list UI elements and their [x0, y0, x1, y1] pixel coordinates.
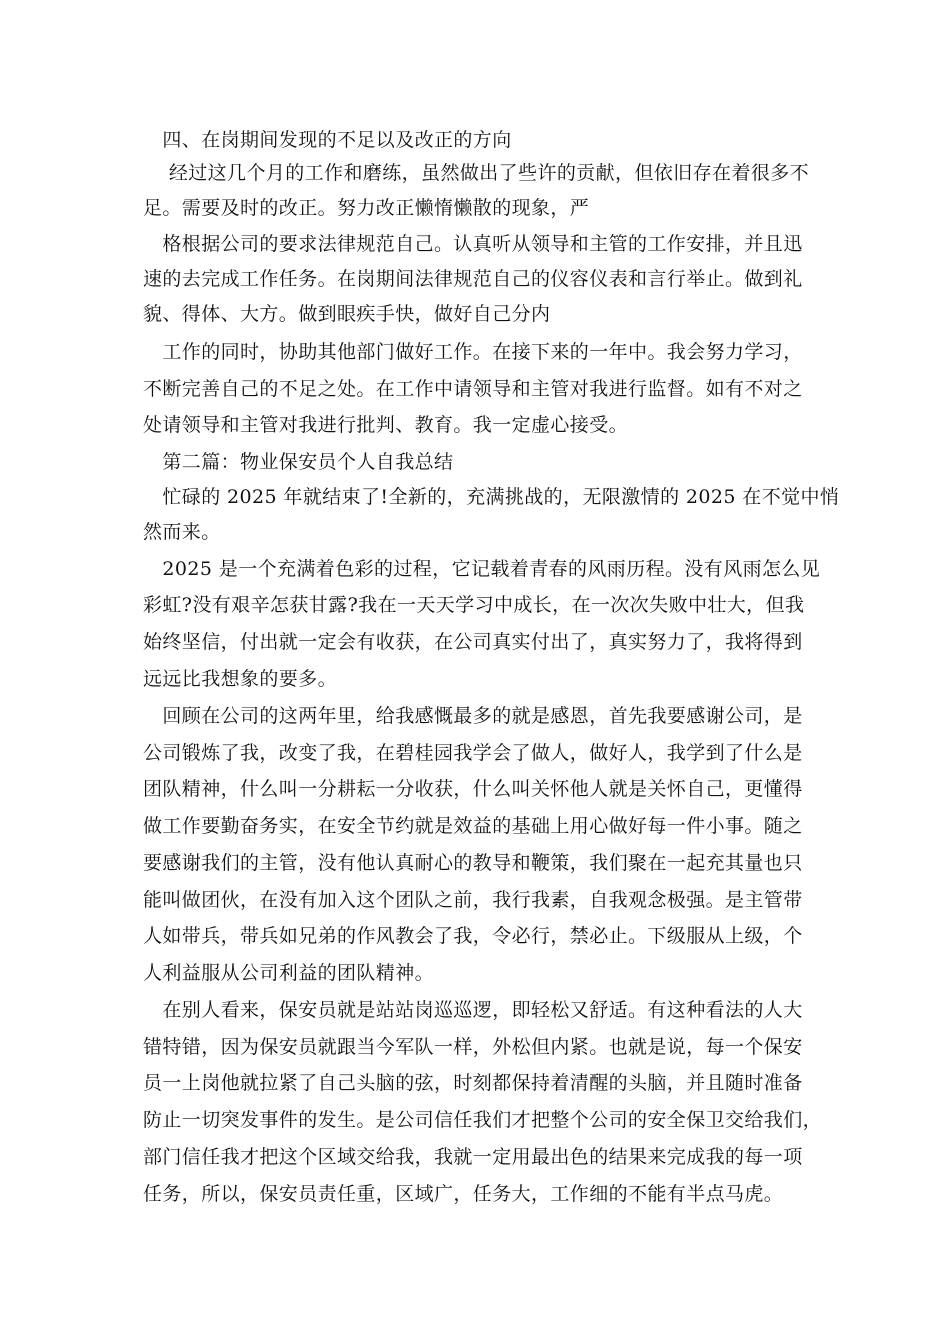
paragraph-line: 人如带兵，带兵如兄弟的作风教会了我，令必行，禁必止。下级服从上级，个: [143, 925, 803, 947]
paragraph-line: 部门信任我才把这个区域交给我，我就一定用最出色的结果来完成我的每一项: [143, 1146, 803, 1168]
section-heading: 第二篇：物业保安员个人自我总结: [143, 451, 454, 473]
paragraph-line: 处请领导和主管对我进行批判、教育。我一定虚心接受。: [143, 414, 629, 436]
paragraph-line: 工作的同时，协助其他部门做好工作。在接下来的一年中。我会努力学习，: [143, 341, 803, 363]
paragraph-line: 远远比我想象的要多。: [143, 668, 338, 690]
paragraph-line: 公司锻炼了我，改变了我，在碧桂园我学会了做人，做好人，我学到了什么是: [143, 742, 803, 764]
paragraph-line: 然而来。: [143, 521, 221, 543]
paragraph-line: 在别人看来，保安员就是站站岗巡巡逻，即轻松又舒适。有这种看法的人大: [143, 999, 803, 1021]
paragraph-line: 能叫做团伙，在没有加入这个团队之前，我行我素，自我观念极强。是主管带: [143, 889, 803, 911]
paragraph-line: 速的去完成工作任务。在岗期间法律规范自己的仪容仪表和言行举止。做到礼: [143, 268, 803, 290]
paragraph-line: 做工作要勤奋务实，在安全节约就是效益的基础上用心做好每一件小事。随之: [143, 815, 803, 837]
paragraph-line: 2025 是一个充满着色彩的过程，它记载着青春的风雨历程。没有风雨怎么见: [143, 558, 821, 580]
paragraph-line: 要感谢我们的主管，没有他认真耐心的教导和鞭策，我们聚在一起充其量也只: [143, 852, 803, 874]
paragraph-line: 格根据公司的要求法律规范自己。认真听从领导和主管的工作安排，并且迅: [143, 233, 803, 255]
paragraph-line: 人利益服从公司利益的团队精神。: [143, 962, 435, 984]
paragraph-line: 错特错，因为保安员就跟当今军队一样，外松但内紧。也就是说，每一个保安: [143, 1036, 803, 1058]
paragraph-line: 彩虹?没有艰辛怎获甘露?我在一天天学习中成长，在一次次失败中壮大，但我: [143, 594, 805, 616]
paragraph-line: 不断完善自己的不足之处。在工作中请领导和主管对我进行监督。如有不对之: [143, 378, 803, 400]
section-heading: 四、在岗期间发现的不足以及改正的方向: [143, 129, 512, 151]
paragraph-line: 经过这几个月的工作和磨练，虽然做出了些许的贡献，但依旧存在着很多不: [143, 162, 810, 184]
paragraph-line: 防止一切突发事件的发生。是公司信任我们才把整个公司的安全保卫交给我们，: [143, 1109, 823, 1131]
paragraph-line: 始终坚信，付出就一定会有收获，在公司真实付出了，真实努力了，我将得到: [143, 631, 803, 653]
paragraph-line: 员一上岗他就拉紧了自己头脑的弦，时刻都保持着清醒的头脑，并且随时准备: [143, 1072, 803, 1094]
paragraph-line: 足。需要及时的改正。努力改正懒惰懒散的现象，严: [143, 197, 590, 219]
paragraph-line: 貌、得体、大方。做到眼疾手快，做好自己分内: [143, 303, 551, 325]
paragraph-line: 团队精神，什么叫一分耕耘一分收获，什么叫关怀他人就是关怀自己，更懂得: [143, 778, 803, 800]
paragraph-line: 回顾在公司的这两年里，给我感慨最多的就是感恩，首先我要感谢公司，是: [143, 705, 803, 727]
paragraph-line: 忙碌的 2025 年就结束了!全新的，充满挑战的，无限激情的 2025 在不觉中悄: [143, 486, 840, 508]
paragraph-line: 任务，所以，保安员责任重，区域广，任务大，工作细的不能有半点马虎。: [143, 1183, 784, 1205]
